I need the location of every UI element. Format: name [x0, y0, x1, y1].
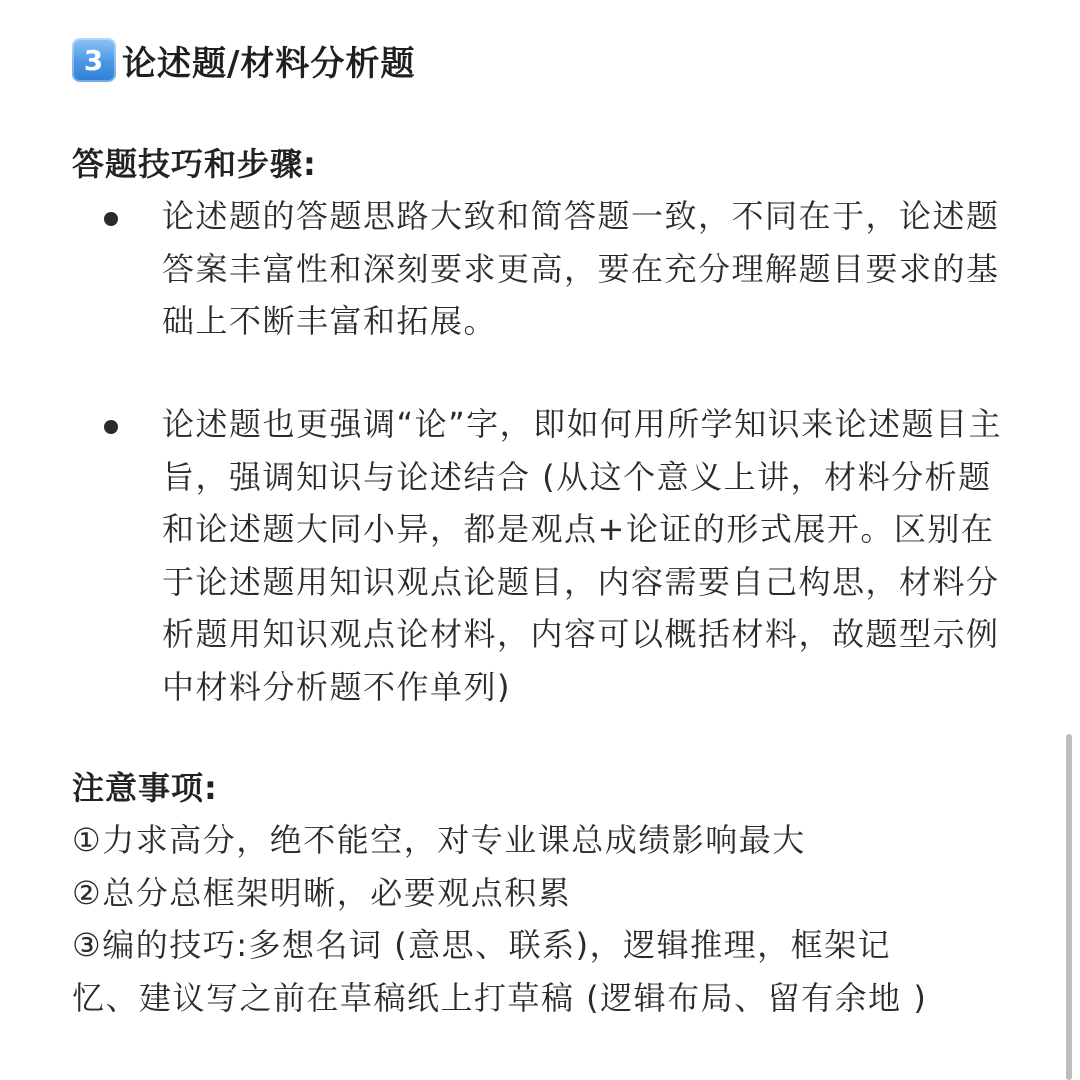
techniques-title: 答题技巧和步骤:: [72, 145, 317, 183]
bullet-item: [104, 398, 1024, 718]
note-line: 忆、建议写之前在草稿纸上打草稿 (逻辑布局、留有余地 ): [72, 978, 928, 1017]
notes-list: [72, 814, 1032, 1024]
section-heading: [72, 36, 415, 84]
vertical-scrollbar[interactable]: [1066, 734, 1072, 1080]
bullet-dot-icon: [104, 420, 118, 434]
section-title: 论述题/材料分析题: [122, 43, 416, 84]
bullet-text: 论述题的答题思路大致和简答题一致，不同在于，论述题答案丰富性和深刻要求更高，要在充分理解题目要求的基础上不断丰富和拓展。: [162, 197, 1000, 340]
bullet-dot-icon: [104, 212, 118, 226]
notes-title: 注意事项:: [72, 769, 218, 807]
keycap-number-badge: 3: [72, 38, 116, 82]
note-line: ①力求高分，绝不能空，对专业课总成绩影响最大: [72, 821, 806, 859]
bullet-text: 论述题也更强调“论”字，即如何用所学知识来论述题目主旨，强调知识与论述结合 (从这个意义上讲，材料分析题和论述题大同小异，都是观点+论证的形式展开。区别在于论述题用知识观点论题目，内容需要自己构思，材料分析题用知识观点论材料，内容可以概括材料，故题型示例中材料分析题不作单列): [162, 405, 1003, 706]
note-line: ③编的技巧:多想名词 (意思、联系)，逻辑推理，框架记: [72, 926, 892, 964]
note-line: ②总分总框架明晰，必要观点积累: [72, 873, 572, 912]
bullet-item: [104, 190, 1024, 350]
